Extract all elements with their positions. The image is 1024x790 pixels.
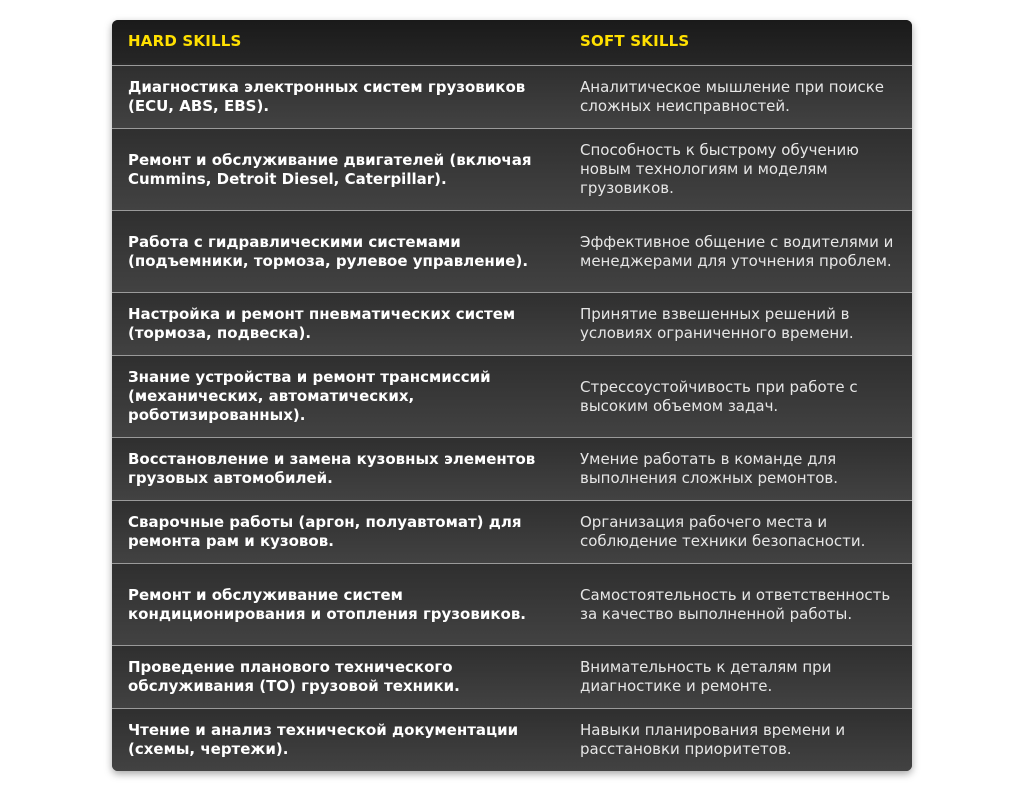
hard-skill-cell: Чтение и анализ технической документации (схемы, чертежи).: [128, 721, 519, 758]
hard-skill-cell: Ремонт и обслуживание систем кондиционирования и отопления грузовиков.: [128, 585, 527, 623]
table-row: [112, 65, 912, 128]
header-hard-skills: HARD SKILLS: [128, 32, 242, 50]
table-row: [112, 355, 912, 437]
hard-skill-cell: Ремонт и обслуживание двигателей (включая Cummins, Detroit Diesel, Caterpillar).: [128, 150, 532, 188]
table-row: [112, 563, 912, 645]
soft-skill-cell: Организация рабочего места и соблюдение техники безопасности.: [580, 513, 866, 550]
soft-skill-cell: Эффективное общение с водителями и менеджерами для уточнения проблем.: [580, 232, 894, 270]
soft-skill-cell: Умение работать в команде для выполнения сложных ремонтов.: [580, 450, 839, 487]
table-row: [112, 500, 912, 563]
hard-skill-cell: Работа с гидравлическими системами (подъемники, тормоза, рулевое управление).: [128, 232, 529, 270]
skills-table: [112, 20, 912, 771]
soft-skill-cell: Стрессоустойчивость при работе с высоким объемом задач.: [580, 377, 858, 415]
table-row: [112, 128, 912, 210]
hard-skill-cell: Диагностика электронных систем грузовиков (ECU, ABS, EBS).: [128, 78, 526, 115]
soft-skill-cell: Внимательность к деталям при диагностике и ремонте.: [580, 658, 832, 695]
soft-skill-cell: Аналитическое мышление при поиске сложных неисправностей.: [580, 78, 885, 115]
hard-skill-cell: Проведение планового технического обслуживания (ТО) грузовой техники.: [128, 658, 460, 695]
table-row: [112, 292, 912, 355]
soft-skill-cell: Навыки планирования времени и расстановки приоритетов.: [580, 721, 846, 758]
soft-skill-cell: Принятие взвешенных решений в условиях ограниченного времени.: [580, 305, 854, 342]
header-soft-skills: SOFT SKILLS: [580, 32, 690, 50]
table-row: [112, 708, 912, 771]
hard-skill-cell: Настройка и ремонт пневматических систем (тормоза, подвеска).: [128, 305, 516, 342]
hard-skill-cell: Сварочные работы (аргон, полуавтомат) для ремонта рам и кузовов.: [128, 513, 522, 550]
table-row: [112, 210, 912, 292]
soft-skill-cell: Самостоятельность и ответственность за качество выполненной работы.: [580, 585, 891, 623]
table-row: [112, 645, 912, 708]
soft-skill-cell: Способность к быстрому обучению новым технологиям и моделям грузовиков.: [580, 141, 859, 197]
hard-skill-cell: Восстановление и замена кузовных элементов грузовых автомобилей.: [128, 450, 536, 487]
table-header: [112, 20, 912, 65]
table-row: [112, 437, 912, 500]
hard-skill-cell: Знание устройства и ремонт трансмиссий (механических, автоматических, роботизированных).: [128, 368, 491, 424]
